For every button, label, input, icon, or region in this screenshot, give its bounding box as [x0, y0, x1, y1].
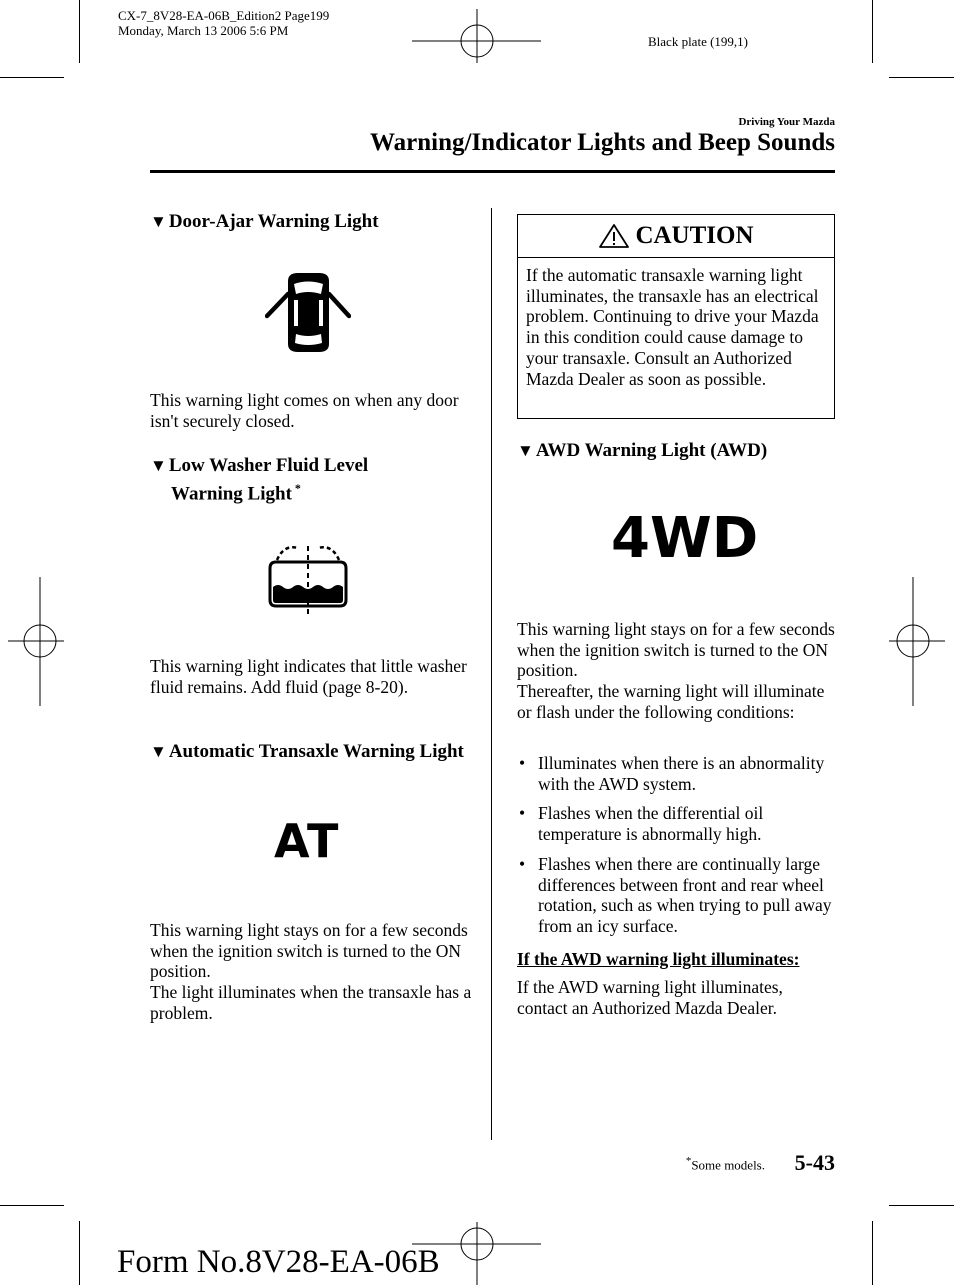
4wd-symbol: 4WD — [611, 506, 759, 571]
transaxle-text-2: The light illuminates when the transaxle has a problem. — [150, 982, 472, 1023]
column-divider — [491, 208, 492, 1140]
awd-subheading: If the AWD warning light illuminates: — [517, 949, 800, 969]
awd-heading: ▼ AWD Warning Light (AWD) — [517, 440, 768, 461]
caution-header — [518, 215, 834, 258]
awd-bullet-list — [517, 753, 837, 946]
footnote-asterisk: * — [685, 1155, 692, 1167]
plate-label: Black plate (199,1) — [648, 34, 748, 49]
form-number: Form No.8V28-EA-06B — [117, 1244, 440, 1280]
footnote-text: Some models. — [691, 1157, 765, 1173]
footnote — [686, 1155, 765, 1173]
page-number: 5-43 — [794, 1150, 835, 1175]
awd-text-1: This warning light stays on for a few seconds when the ignition switch is turned to the ON position. — [517, 619, 835, 681]
header-rule — [150, 170, 835, 173]
at-symbol: AT — [274, 814, 340, 868]
warning-triangle-icon — [598, 223, 630, 249]
list-item: • Flashes when the differential oil temperature is abnormally high. — [519, 803, 764, 845]
transaxle-heading: ▼ Automatic Transaxle Warning Light — [150, 741, 464, 762]
door-ajar-heading: ▼ Door-Ajar Warning Light — [150, 211, 379, 232]
awd-text-2: Thereafter, the warning light will illuminate or flash under the following conditions: — [517, 681, 825, 722]
door-ajar-car-icon — [265, 272, 351, 356]
transaxle-text — [150, 920, 475, 1024]
door-ajar-text: This warning light comes on when any door isn't securely closed. — [150, 390, 459, 431]
subsection-label: Driving Your Mazda — [738, 116, 835, 128]
page-title: Warning/Indicator Lights and Beep Sounds — [370, 129, 835, 156]
print-header-info — [118, 8, 329, 38]
some-models-asterisk: * — [294, 481, 301, 495]
awd-final-text: If the AWD warning light illuminates, contact an Authorized Mazda Dealer. — [517, 977, 783, 1018]
list-item: • Illuminates when there is an abnormality with the AWD system. — [519, 753, 825, 794]
print-date-line: Monday, March 13 2006 5:6 PM — [118, 23, 289, 38]
transaxle-text-1: This warning light stays on for a few seconds when the ignition switch is turned to the ON position. — [150, 920, 468, 982]
print-file-line: CX-7_8V28-EA-06B_Edition2 Page199 — [118, 8, 330, 23]
washer-heading: ▼ Low Washer Fluid Level Warning Light * — [150, 455, 369, 505]
caution-box — [517, 214, 835, 419]
awd-text — [517, 619, 837, 723]
caution-text: If the automatic transaxle warning light illuminates, the transaxle has an electrical problem. Continuing to drive your Mazda in this condition could cause damage to your transaxle. Consult an Authorized Mazda Dealer as soon as possible. — [526, 265, 819, 389]
list-item: • Flashes when there are continually large differences between front and rear wheel rotation, such as when trying to pull away from an icy surface. — [519, 853, 832, 936]
washer-fluid-icon — [266, 542, 350, 616]
washer-text: This warning light indicates that little washer fluid remains. Add fluid (page 8-20). — [150, 656, 467, 697]
caution-title: CAUTION — [635, 222, 754, 249]
